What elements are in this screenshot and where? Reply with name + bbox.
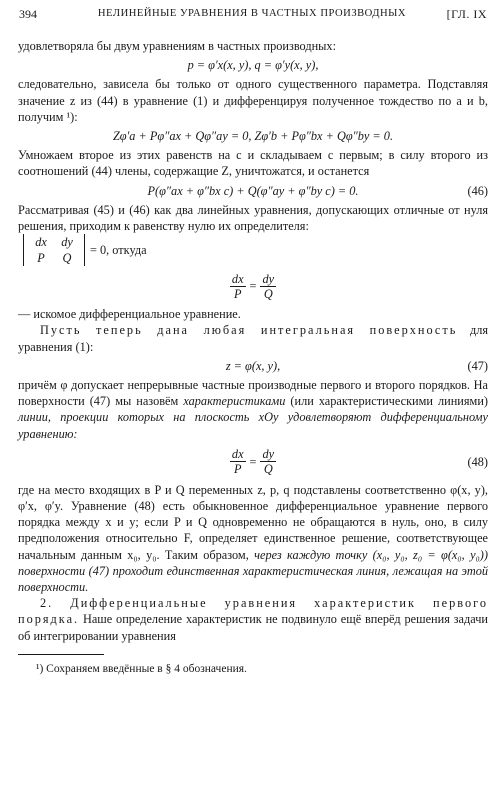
equation-text: p = φ′x(x, y), q = φ′y(x, y),: [187, 58, 319, 73]
running-title: НЕЛИНЕЙНЫЕ УРАВНЕНИЯ В ЧАСТНЫХ ПРОИЗВОДНЫХ: [97, 8, 407, 19]
fraction: [230, 272, 246, 301]
text-span: (или характеристическими линиями): [290, 394, 488, 409]
det-cell: dy: [61, 235, 73, 250]
numerator: dx: [231, 447, 244, 462]
fraction: [230, 447, 246, 476]
text-span: причём φ допускает непрерывные частные производные первого и второго порядков. На поверхности (47) мы назовём: [18, 378, 488, 409]
equation-number: (46): [467, 183, 488, 198]
paragraph: [18, 482, 488, 595]
equals-sign: =: [249, 279, 257, 294]
determinant-tail: = 0, откуда: [90, 243, 147, 258]
italic-term: характеристиками: [183, 394, 286, 409]
equation-pq: [18, 57, 488, 73]
text-span: Наше определение характеристик не подвинуло ещё вперёд решения задачи об интегрировании уравнения: [18, 612, 488, 643]
equation-text: Zφ′a + Pφ″ax + Qφ″ay = 0, Zφ′b + Pφ″bx + Qφ″by = 0.: [112, 129, 394, 144]
equation-48: [18, 445, 488, 479]
text-span: для уравнения (1):: [18, 323, 488, 354]
numerator: dx: [231, 271, 244, 286]
section-heading: 2. Дифференциальные уравнения характеристик первого порядка.: [18, 596, 488, 627]
spaced-text: Пусть теперь дана любая интегральная поверхность: [40, 323, 458, 338]
equation-number: (48): [467, 454, 488, 469]
equation-47: [18, 358, 488, 374]
equation-derivatives: [18, 128, 488, 144]
det-cell: Q: [62, 251, 72, 266]
numerator: dy: [262, 271, 275, 286]
equation-text: z = φ(x, y),: [225, 358, 281, 373]
equation-ratio: [18, 269, 488, 303]
fraction: [260, 447, 276, 476]
paragraph: [18, 322, 488, 354]
determinant: [23, 234, 85, 266]
denominator: Q: [263, 286, 273, 301]
paragraph: [18, 377, 488, 442]
paragraph: [18, 595, 488, 644]
footnote-rule: [18, 654, 104, 655]
denominator: P: [233, 286, 242, 301]
fraction: [260, 272, 276, 301]
denominator: P: [233, 462, 242, 477]
paragraph: — искомое дифференциальное уравнение.: [18, 307, 241, 322]
text-span: где на место входящих в P и Q переменных z, p, q подставлены соответственно φ(x, y), φ′x, φ′y. Уравнение (48) есть обыкновенное дифференциальное уравнение первого порядка между x и y; если P и Q одновременно не обращаются в нуль, оно, в силу предположения относительно F, определяет единственное решение, соответствующее начальным данным x₀, y₀. Таким образом,: [18, 482, 488, 562]
footnote: ¹) Сохраняем введённые в § 4 обозначения.: [36, 662, 247, 675]
determinant-line: [18, 234, 488, 266]
equation-text: P(φ″ax + φ″bx c) + Q(φ″ay + φ″by c) = 0.: [147, 183, 359, 198]
paragraph: Умножаем второе из этих равенств на c и складываем с первым; в силу второго из соотношений (44) члены, содержащие Z, уничтожатся, и останется: [18, 148, 488, 179]
page-number: 394: [19, 7, 37, 21]
italic-text: линии, проекции которых на плоскость xOy удовлетворяют дифференциальному уравнению:: [18, 410, 488, 441]
paragraph: следовательно, зависела бы только от одного существенного параметра. Подставляя значение z из (44) в уравнение (1) и дифференцируя полученное тождество по a и b, получим ¹):: [18, 77, 488, 124]
running-header: [15, 6, 489, 24]
equals-sign: =: [249, 454, 257, 469]
paragraph: удовлетворяла бы двум уравнениям в частных производных:: [18, 39, 337, 53]
italic-text: через каждую точку (x₀, y₀, z₀ = φ(x₀, y₀)) поверхности (47) проходит единственная характеристическая линия, лежащая на этой поверхности.: [18, 547, 488, 595]
equation-number: (47): [467, 358, 488, 373]
page-body: [18, 38, 488, 677]
det-cell: P: [37, 251, 45, 266]
chapter-label: [ГЛ. IX: [446, 7, 487, 21]
paragraph: Рассматривая (45) и (46) как два линейных уравнения, допускающих отличные от нуля решения, приходим к равенству нулю их определителя:: [18, 202, 488, 234]
numerator: dy: [262, 447, 275, 462]
det-cell: dx: [35, 235, 47, 250]
equation-46: [18, 183, 488, 199]
denominator: Q: [263, 462, 273, 477]
